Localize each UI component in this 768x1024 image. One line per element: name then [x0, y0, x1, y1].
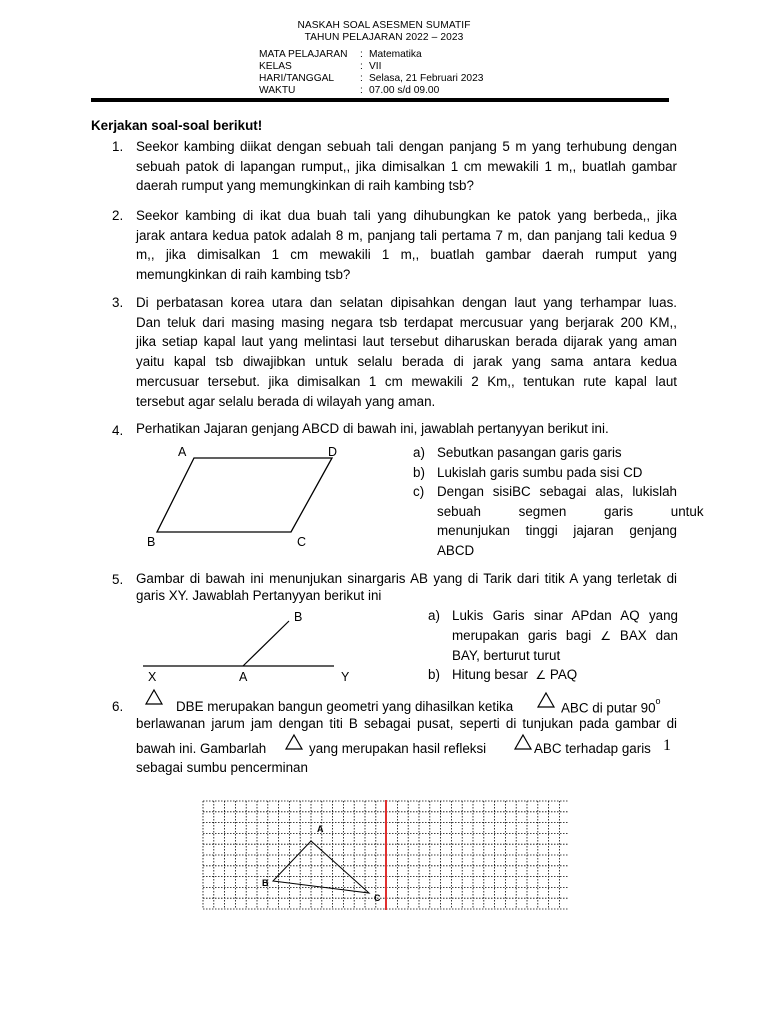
- parallelogram-figure: [140, 440, 360, 555]
- reflection-grid: [200, 798, 572, 914]
- grid-label-c: C: [374, 893, 381, 903]
- q6-line3b: yang merupakan hasil refleksi: [309, 741, 487, 756]
- q5-subquestions: a) Lukis Garis sinar APdan AQ yang merupakan garis bagi ∠ BAX dan BAY, berturut turut b) Hitung besar ∠ PAQ: [428, 608, 678, 682]
- q6-number: 6.: [112, 699, 124, 714]
- q4-number: 4.: [112, 423, 124, 438]
- meta-key-date: HARI/TANGGAL: [259, 73, 335, 84]
- q1-text: Seekor kambing diikat dengan sebuah tali dengan panjang 5 m yang terhubung dengan sebuah patok di lapangan rumput,, jika dimisalkan 1 cm mewakili 1 m,, buatlah gambar daerah rumput yang memungkinkan di raih kambing tsb?: [136, 139, 677, 194]
- label-ray-b: B: [294, 610, 303, 624]
- ray-figure: [140, 605, 370, 685]
- meta-key-class: KELAS: [259, 61, 292, 72]
- header-title-line1: NASKAH SOAL ASESMEN SUMATIF: [297, 20, 471, 31]
- header-divider: [91, 98, 669, 102]
- q2-number: 2.: [112, 208, 124, 223]
- ray-ab: [243, 621, 289, 666]
- grid-label-a: A: [317, 824, 324, 834]
- q1-number: 1.: [112, 139, 124, 154]
- q3-text: Di perbatasan korea utara dan selatan dipisahkan dengan laut yang terhampar luas. Dan teluk dari masing masing negara tsb terdapat mercusuar yang berjarak 200 KM,, jika setiap kapal laut yang melintasi laut tersebut diharuskan berada dijarak yang aman yaitu kapal tsb diwajibkan untuk selalu berada di jarak yang sama antara kedua mercusuar tersebut. jika dimisalkan 1 cm mewakili 2 Km,, tentukan rute kapal laut tersebut agar selalu berada di wilayah yang aman.: [136, 295, 677, 409]
- label-y: Y: [341, 670, 350, 684]
- meta-key-subject: MATA PELAJARAN: [259, 49, 348, 60]
- label-x: X: [148, 670, 157, 684]
- q6-line-label: 1: [663, 737, 671, 754]
- q6-line1b: ABC di putar 90$^o$: [561, 696, 661, 716]
- q6-line4: sebagai sumbu pencerminan: [136, 760, 308, 775]
- triangle-icon: [536, 691, 556, 709]
- q6-line1a: DBE merupakan bangun geometri yang dihasilkan ketika: [176, 699, 514, 714]
- q4-subquestions: a) Sebutkan pasangan garis garis b) Lukislah garis sumbu pada sisi CD c) Dengan sisiBC sebagai alas, lukislah sebuah segmen garis untuk menunjukan tinggi jajaran genjang ABCD: [413, 445, 704, 558]
- q5-text: Gambar di bawah ini menunjukan sinargaris AB yang di Tarik dari titik A yang terletak di garis XY. Jawablah Pertanyyan berikut ini: [136, 571, 677, 603]
- label-d: D: [328, 445, 338, 459]
- q3-number: 3.: [112, 295, 124, 310]
- label-ray-a: A: [239, 670, 248, 684]
- triangle-icon: [144, 688, 164, 706]
- label-b: B: [147, 535, 156, 549]
- parallelogram-abcd: [157, 458, 332, 532]
- meta-value-class: VII: [369, 61, 382, 72]
- triangle-icon: [284, 733, 304, 751]
- label-a: A: [178, 445, 187, 459]
- meta-value-time: 07.00 s/d 09.00: [369, 85, 440, 96]
- q6-line3c: ABC terhadap garis: [534, 741, 651, 756]
- q6-line2: berlawanan jarum jam dengan titi B sebagai pusat, seperti di tunjukan pada gambar di: [136, 716, 677, 731]
- q6-line3a: bawah ini. Gambarlah: [136, 741, 267, 756]
- q2-text: Seekor kambing di ikat dua buah tali yang dihubungkan ke patok yang berbeda,, jika jarak antara kedua patok adalah 8 m, panjang tali pertama 7 m, dan panjang tali kedua 9 m,, jika dimisalkan 1 cm mewakili 1 m,, buatlah gambar daerah rumput yang memungkinkan di raih kambing tsb?: [136, 208, 677, 283]
- q5-number: 5.: [112, 572, 124, 587]
- grid-label-b: B: [262, 878, 269, 888]
- meta-key-time: WAKTU: [259, 85, 296, 96]
- label-c: C: [297, 535, 307, 549]
- meta-value-date: Selasa, 21 Februari 2023: [369, 73, 484, 84]
- meta-value-subject: Matematika: [369, 49, 422, 60]
- triangle-icon: [513, 733, 533, 751]
- q4-text: Perhatikan Jajaran genjang ABCD di bawah ini, jawablah pertanyyan berikut ini.: [136, 421, 609, 436]
- triangle-abc: [273, 841, 369, 893]
- instruction: Kerjakan soal-soal berikut!: [91, 118, 263, 133]
- header-title-line2: TAHUN PELAJARAN 2022 – 2023: [304, 32, 464, 43]
- header-meta: MATA PELAJARAN : Matematika KELAS : VII HARI/TANGGAL : Selasa, 21 Februari 2023 WAKTU : 07.00 s/d 09.00: [259, 49, 484, 96]
